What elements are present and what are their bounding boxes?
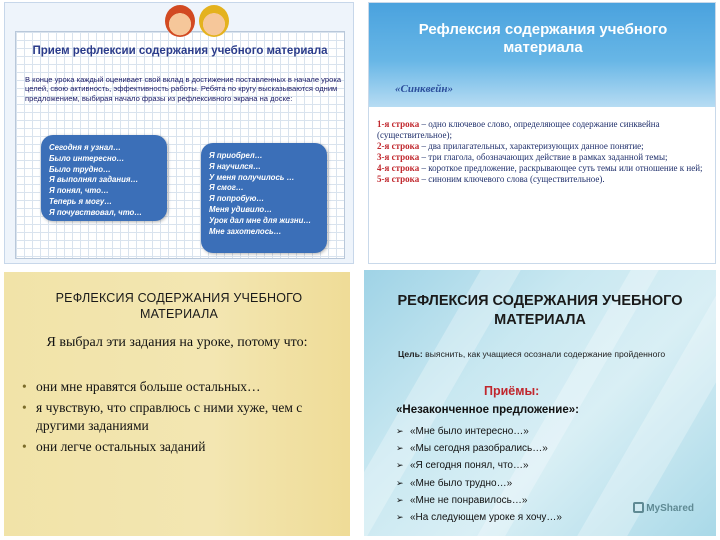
phrases-box-right	[201, 143, 327, 253]
slide-title: Прием рефлексии содержания учебного материала	[32, 45, 328, 57]
list-item-text: они легче остальных заданий	[36, 439, 206, 454]
phrase: Я научился…	[209, 161, 261, 171]
child-face-icon	[165, 5, 195, 37]
methods-heading: Приёмы:	[484, 384, 540, 398]
phrase: Сегодня я узнал…	[49, 143, 121, 152]
slide-subtitle: «Синквейн»	[395, 83, 454, 95]
list-item	[396, 475, 696, 492]
list-item-text: «На следующем уроке я хочу…»	[410, 512, 562, 524]
phrase: Я почувствовал, что…	[49, 207, 143, 217]
phrase: Я понял, что…	[49, 186, 109, 196]
cinquain-rules	[377, 119, 707, 184]
logo-icon	[633, 502, 644, 513]
phrase: Было интересно…	[49, 153, 125, 163]
rule-key: 5-я строка	[377, 173, 420, 184]
rule-text: – два прилагательных, характеризующих данное понятие;	[419, 140, 644, 151]
arrow-bullet-icon: ➢	[396, 443, 404, 454]
rule-text: – три глагола, обозначающих действие в рамках заданной темы;	[419, 151, 668, 162]
rule-line	[377, 174, 707, 185]
slide-title: Рефлексия содержания учебного материала	[418, 21, 668, 56]
rule-text: – синоним ключевого слова (существительное).	[419, 173, 605, 184]
watermark-logo[interactable]	[633, 502, 694, 514]
phrase: Я попробую…	[209, 194, 265, 204]
arrow-bullet-icon: ➢	[396, 426, 404, 436]
slide-title: РЕФЛЕКСИЯ СОДЕРЖАНИЯ УЧЕБНОГО МАТЕРИАЛА	[55, 291, 303, 321]
reasons-list	[22, 378, 336, 459]
phrase: Я смог…	[209, 183, 244, 193]
logo-text: MyShared	[646, 503, 694, 514]
list-item-text: «Мне не понравилось…»	[410, 494, 528, 506]
list-item-text: «Мы сегодня разобрались…»	[410, 443, 548, 455]
slide-lead: Я выбрал эти задания на уроке, потому что:	[46, 335, 308, 350]
list-item	[396, 423, 696, 440]
rule-key: 1-я строка	[377, 119, 420, 129]
goal-text: выяснить, как учащиеся осознали содержание пройденного	[422, 349, 666, 359]
rule-line	[377, 141, 707, 152]
list-item	[396, 457, 696, 474]
list-item	[22, 438, 336, 456]
list-item	[396, 440, 696, 457]
arrow-bullet-icon: ➢	[396, 512, 404, 523]
method-name: «Незаконченное предложение»:	[396, 404, 579, 416]
rule-key: 4-я строка	[377, 162, 420, 173]
phrases-box-left	[41, 135, 167, 221]
bullet-icon: •	[22, 439, 27, 454]
list-item	[22, 399, 336, 435]
slide-goal	[398, 348, 698, 360]
phrase: Мне захотелось…	[209, 226, 282, 236]
list-item-text: я чувствую, что справлюсь с ними хуже, чем с другими заданиями	[36, 400, 303, 433]
phrase: Я выполнял задания…	[49, 175, 139, 185]
rule-text: – короткое предложение, раскрывающее суть темы или отношение к ней;	[419, 162, 703, 173]
slide-panel-top-left	[4, 2, 354, 264]
list-item-text: «Мне было интересно…»	[410, 426, 529, 437]
goal-label: Цель:	[398, 349, 423, 359]
slide-panel-top-right	[368, 2, 716, 264]
rule-line	[377, 163, 707, 174]
phrase: Было трудно…	[49, 164, 111, 174]
phrase: Теперь я могу…	[49, 196, 113, 206]
phrase: У меня получилось …	[209, 172, 295, 182]
rule-text: – одно ключевое слово, определяющее содержание синквейна (существительное);	[377, 119, 660, 140]
list-item-text: «Мне было трудно…»	[410, 477, 513, 489]
rule-line	[377, 152, 707, 163]
rule-key: 3-я строка	[377, 151, 420, 162]
children-illustration	[155, 3, 245, 39]
list-item-text: они мне нравятся больше остальных…	[36, 379, 261, 394]
slide-title: РЕФЛЕКСИЯ СОДЕРЖАНИЯ УЧЕБНОГО МАТЕРИАЛА	[397, 293, 683, 328]
list-item	[22, 378, 336, 396]
rule-line	[377, 119, 707, 141]
phrase: Урок дал мне для жизни…	[209, 215, 312, 225]
arrow-bullet-icon: ➢	[396, 494, 404, 505]
slide-paragraph: В конце урока каждый оценивает свой вклад в достижение поставленных в начале урока целей, свою активность, эффективность работы. Ребята по кругу высказываются одним предложением, выбирая начало фразы из рефлексивного экрана на доске:	[25, 75, 342, 103]
list-item-text: «Я сегодня понял, что…»	[410, 460, 529, 472]
slide-panel-bottom-left	[4, 272, 350, 536]
bullet-icon: •	[22, 400, 27, 415]
phrase: Меня удивило…	[209, 204, 272, 214]
rule-key: 2-я строка	[377, 140, 420, 151]
arrow-bullet-icon: ➢	[396, 460, 404, 471]
child-face-icon	[199, 5, 229, 37]
arrow-bullet-icon: ➢	[396, 477, 404, 488]
bullet-icon: •	[22, 379, 27, 394]
slide-panel-bottom-right	[364, 270, 716, 536]
phrase: Я приобрел…	[209, 151, 263, 160]
